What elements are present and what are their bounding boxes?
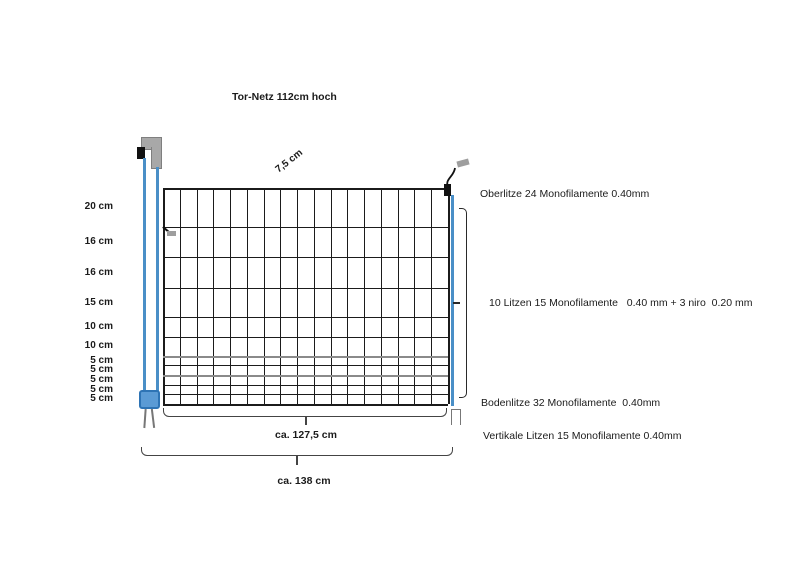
attachment-clip-icon [167,231,176,236]
bodenlitze-label: Bodenlitze 32 Monofilamente 0.40mm [481,397,661,409]
post-spike-right-icon [151,409,155,428]
vertical-litze-wire [448,188,450,404]
post-tube-left-line [143,158,146,391]
diagram-title: Tor-Netz 112cm hoch [232,91,337,103]
vertical-litze-wire [213,188,214,404]
oberlitze-label: Oberlitze 24 Monofilamente 0.40mm [480,188,650,200]
gate-handle-stem-icon [151,147,162,169]
vertical-litze-wire [230,188,231,404]
row-spacing-label: 15 cm [84,296,113,308]
post-spike-left-icon [143,409,146,428]
vertical-litze-wire [314,188,315,404]
row-spacing-label: 16 cm [84,236,113,247]
row-spacing-label: 5 cm [90,354,113,366]
row-spacing-label: 10 cm [84,320,113,332]
horizontal-litze-wire [163,337,448,338]
right-edge-litze-line [451,195,454,406]
total-width-dimension: ca. 138 cm [277,475,331,487]
post-tube-right-line [156,167,159,391]
vertical-litze-wire [297,188,298,404]
right-post-spikes-icon [451,409,461,425]
vertical-litze-wire [414,188,415,404]
horizontal-litze-wire [163,227,448,228]
horizontal-litze-wire [163,365,448,366]
horizontal-litze-wire [163,404,448,406]
litzen-bracket [459,208,467,398]
column-spacing-label: 7,5 cm [273,147,305,176]
vertical-litze-wire [381,188,382,404]
horizontal-litze-wire [163,257,448,258]
horizontal-litze-wire [163,188,448,190]
horizontal-litze-wire [163,317,448,318]
vertical-litze-wire [247,188,248,404]
horizontal-litze-wire [163,394,448,395]
vertical-litze-wire [264,188,265,404]
row-spacing-label: 10 cm [84,340,113,352]
horizontal-litze-wire [163,288,448,289]
net-width-brace-tick [305,417,307,425]
vertical-litze-wire [180,188,181,404]
niro-litze-wire [163,375,448,377]
post-foot [139,390,160,409]
row-spacing-label: 5 cm [90,373,113,385]
vertikale-litzen-label: Vertikale Litzen 15 Monofilamente 0.40mm [483,430,682,442]
litzen-label: 10 Litzen 15 Monofilamente 0.40 mm + 3 niro 0.20 mm [489,297,753,309]
litzen-bracket-tick [453,302,460,304]
total-width-brace [141,447,453,456]
vertical-litze-wire [280,188,281,404]
vertical-litze-wire [347,188,348,404]
row-spacing-label: 20 cm [84,201,113,213]
net-width-brace [163,408,447,417]
net-width-dimension: ca. 127,5 cm [275,429,337,441]
row-spacing-label: 5 cm [90,393,113,405]
vertical-litze-wire [331,188,332,404]
horizontal-litze-wire [163,385,448,386]
total-width-brace-tick [296,456,298,465]
vertical-litze-wire [398,188,399,404]
row-spacing-label: 5 cm [90,364,113,376]
vertical-litze-wire [197,188,198,404]
row-spacing-label: 5 cm [90,383,113,395]
niro-litze-wire [163,356,448,358]
row-spacing-label: 16 cm [84,266,113,278]
vertical-litze-wire [431,188,432,404]
vertical-litze-wire [364,188,365,404]
corner-clip-icon [444,184,451,196]
vertical-litze-wire [163,188,165,404]
